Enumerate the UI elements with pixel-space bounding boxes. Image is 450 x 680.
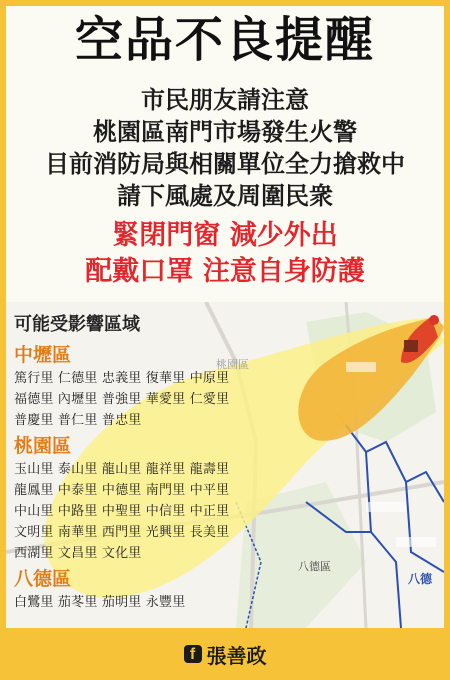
notice-line: 桃園區南門市場發生火警 bbox=[93, 118, 357, 146]
district-boundary bbox=[366, 452, 401, 628]
affected-area-title: 可能受影響區域 bbox=[14, 314, 140, 335]
notice-line: 請下風處及周圍民衆 bbox=[117, 182, 333, 210]
map-label-bade: 八德區 bbox=[298, 560, 331, 573]
footer bbox=[0, 628, 450, 680]
notice-line: 目前消防局與相關單位全力搶救中 bbox=[45, 150, 405, 178]
fire-site-marker bbox=[404, 340, 418, 352]
district-name-zhongli: 中壢區 bbox=[14, 344, 72, 366]
district-boundary bbox=[406, 482, 444, 572]
village-row: 中山里 中路里 中聖里 中信里 中正里 bbox=[14, 504, 230, 519]
author-name[interactable]: 張善政 bbox=[206, 643, 267, 668]
village-row: 篤行里 仁德里 忠義里 復華里 中原里 bbox=[14, 371, 230, 386]
village-row: 玉山里 泰山里 龍山里 龍祥里 龍壽里 bbox=[14, 462, 230, 477]
map-label-taoyuan: 桃園區 bbox=[216, 358, 249, 371]
facebook-icon[interactable]: f bbox=[184, 645, 202, 663]
alert-line: 緊閉門窗 減少外出 bbox=[112, 220, 338, 251]
map-street-label bbox=[366, 502, 406, 512]
village-row: 西湖里 文昌里 文化里 bbox=[14, 546, 142, 561]
impact-map bbox=[6, 302, 444, 628]
map-street-label bbox=[346, 362, 376, 372]
district-name-taoyuan: 桃園區 bbox=[14, 435, 72, 457]
affected-area-list bbox=[14, 312, 246, 613]
village-row: 龍鳳里 中泰里 中德里 南門里 中平里 bbox=[14, 483, 230, 498]
map-street-label bbox=[396, 537, 436, 547]
district-name-bade: 八德區 bbox=[14, 568, 72, 590]
village-row: 白鷺里 茄苳里 茄明里 永豐里 bbox=[14, 595, 186, 610]
notice-line: 市民朋友請注意 bbox=[141, 86, 309, 114]
alert-line: 配戴口罩 注意自身防護 bbox=[85, 256, 365, 287]
village-row: 文明里 南華里 西門里 光興里 長美里 bbox=[14, 525, 230, 540]
notice-text bbox=[6, 84, 444, 212]
notice-panel bbox=[6, 6, 444, 628]
location-pin-icon bbox=[429, 315, 439, 325]
village-row: 普慶里 普仁里 普忠里 bbox=[14, 413, 142, 428]
alert-text bbox=[6, 218, 444, 290]
map-label-bade-short: 八德 bbox=[408, 572, 433, 586]
page-title: 空品不良提醒 bbox=[74, 12, 375, 68]
village-row: 福德里 內壢里 普強里 華愛里 仁愛里 bbox=[14, 392, 230, 407]
